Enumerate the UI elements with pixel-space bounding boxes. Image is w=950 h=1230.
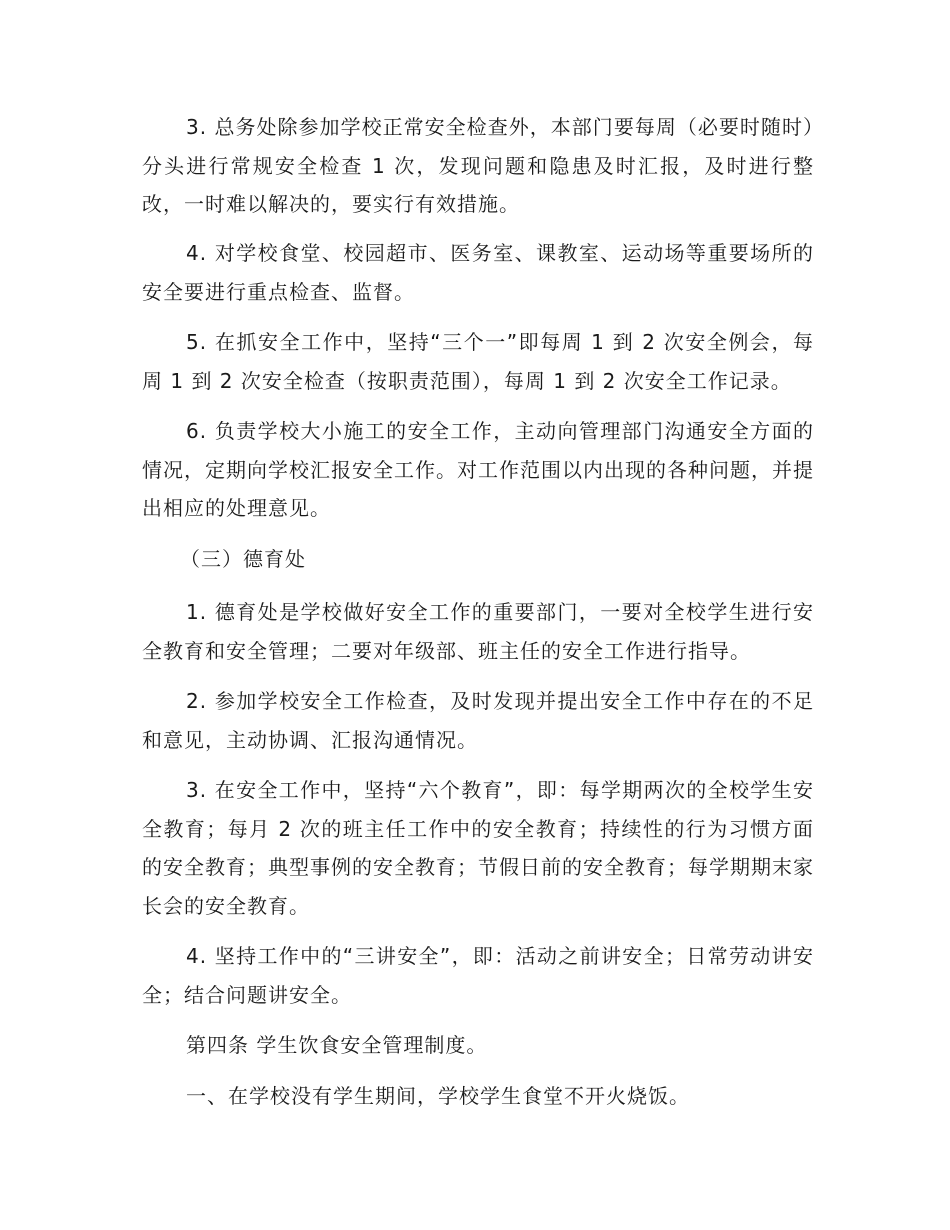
paragraph-moral-education-4: 4. 坚持工作中的“三讲安全”，即：活动之前讲安全；日常劳动讲安全；结合问题讲安全。 <box>142 944 814 1007</box>
paragraph-moral-education-1: 1. 德育处是学校做好安全工作的重要部门，一要对全校学生进行安全教育和安全管理；二要对年级部、班主任的安全工作进行指导。 <box>142 600 814 663</box>
paragraph-moral-education-3: 3. 在安全工作中，坚持“六个教育”，即：每学期两次的全校学生安全教育；每月 2 次的班主任工作中的安全教育；持续性的行为习惯方面的安全教育；典型事例的安全教育；节假日前的安全教育；每学期期末家长会的安全教育。 <box>142 778 814 918</box>
paragraph-general-affairs-6: 6. 负责学校大小施工的安全工作，主动向管理部门沟通安全方面的情况，定期向学校汇报安全工作。对工作范围以内出现的各种问题，并提出相应的处理意见。 <box>142 419 814 520</box>
section-heading-moral-education: （三）德育处 <box>180 547 306 571</box>
article-heading-food-safety: 第四条 学生饮食安全管理制度。 <box>186 1033 488 1057</box>
paragraph-general-affairs-3: 3. 总务处除参加学校正常安全检查外，本部门要每周（必要时随时）分头进行常规安全检查 1 次，发现问题和隐患及时汇报，及时进行整改，一时难以解决的，要实行有效措施。 <box>142 115 814 216</box>
paragraph-food-safety-1: 一、在学校没有学生期间，学校学生食堂不开火烧饭。 <box>186 1084 690 1108</box>
paragraph-general-affairs-4: 4. 对学校食堂、校园超市、医务室、课教室、运动场等重要场所的安全要进行重点检查、监督。 <box>142 241 814 304</box>
paragraph-moral-education-2: 2. 参加学校安全工作检查，及时发现并提出安全工作中存在的不足和意见，主动协调、汇报沟通情况。 <box>142 689 814 752</box>
paragraph-general-affairs-5: 5. 在抓安全工作中，坚持“三个一”即每周 1 到 2 次安全例会，每周 1 到 2 次安全检查（按职责范围），每周 1 到 2 次安全工作记录。 <box>142 330 814 393</box>
